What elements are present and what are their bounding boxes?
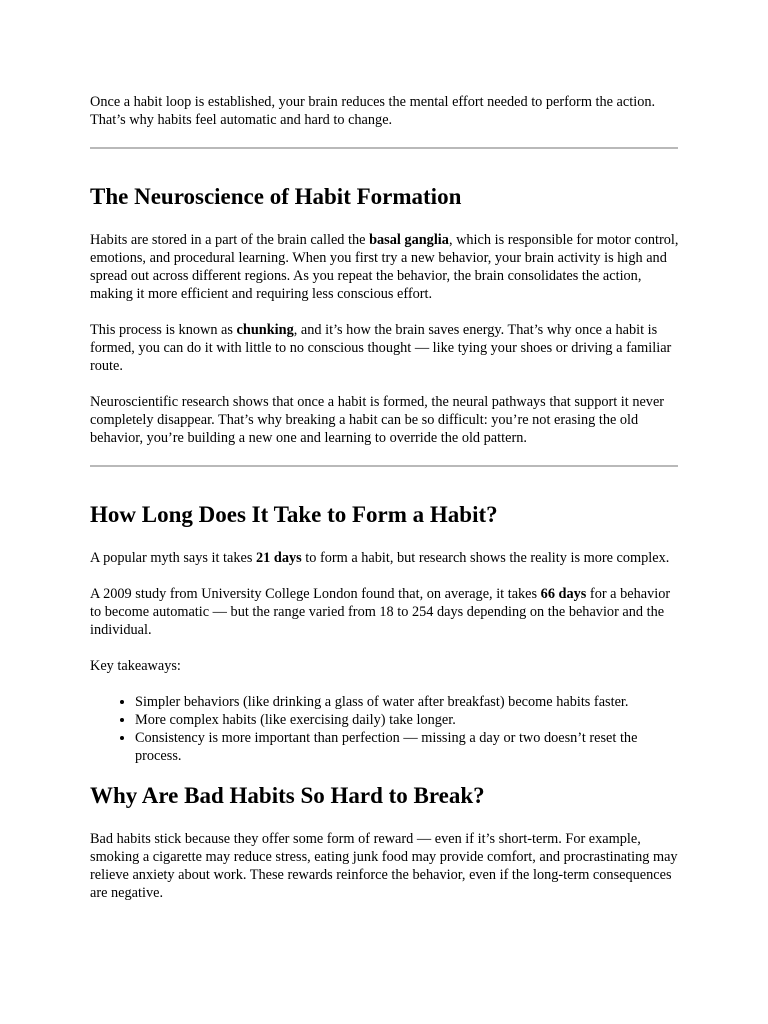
heading-how-long: How Long Does It Take to Form a Habit?: [90, 502, 498, 527]
term-21-days: 21 days: [256, 550, 302, 566]
takeaways-list: [90, 693, 680, 765]
neuro-p2-text-b: , and it’s how the brain saves energy. That’s why once a habit is formed, you can do it with little to no conscious thought — like tying your shoes or driving a familiar route.: [90, 322, 672, 374]
neuro-paragraph-1: [90, 231, 680, 303]
neuro-paragraph-2: [90, 321, 680, 375]
term-66-days: 66 days: [540, 586, 587, 602]
neuro-p1-text-a: Habits are stored in a part of the brain called the: [90, 232, 370, 248]
howlong-paragraph-2: [90, 585, 680, 639]
term-basal-ganglia: basal ganglia: [369, 232, 449, 248]
howlong-p1-text-b: to form a habit, but research shows the reality is more complex.: [301, 550, 670, 566]
list-item: • More complex habits (like exercising daily) take longer.: [135, 711, 680, 729]
heading-bad-habits: Why Are Bad Habits So Hard to Break?: [90, 783, 485, 808]
neuro-paragraph-3: Neuroscientific research shows that once a habit is formed, the neural pathways that support it never completely disappear. That’s why breaking a habit can be so difficult: you’re not erasing the old behavior, you’re building a new one and learning to override the old pattern.: [90, 394, 665, 446]
list-item: • Simpler behaviors (like drinking a glass of water after breakfast) become habits faster.: [135, 693, 680, 711]
section-divider: [90, 465, 678, 467]
document-page: [90, 93, 680, 902]
term-chunking: chunking: [236, 322, 294, 338]
bad-habits-paragraph: Bad habits stick because they offer some form of reward — even if it’s short-term. For example, smoking a cigarette may reduce stress, eating junk food may provide comfort, and procrastinating may relieve anxiety about work. These rewards reinforce the behavior, even if the long-term consequences are negative.: [90, 831, 678, 901]
section-divider: [90, 147, 678, 149]
neuro-p2-text-a: This process is known as: [90, 322, 237, 338]
neuro-p1-text-b: , which is responsible for motor control, emotions, and procedural learning. When you first try a new behavior, your brain activity is high and spread out across different regions. As you repeat the behavior, the brain consolidates the action, making it more efficient and requiring less conscious effort.: [90, 232, 679, 302]
howlong-p1-text-a: A popular myth says it takes: [90, 550, 256, 566]
intro-paragraph: Once a habit loop is established, your brain reduces the mental effort needed to perform the action. That’s why habits feel automatic and hard to change.: [90, 94, 656, 128]
list-item: • Consistency is more important than perfection — missing a day or two doesn’t reset the process.: [135, 729, 680, 765]
howlong-paragraph-1: [90, 549, 680, 567]
howlong-p2-text-b: for a behavior to become automatic — but the range varied from 18 to 254 days depending on the behavior and the individual.: [90, 586, 671, 638]
heading-neuroscience: The Neuroscience of Habit Formation: [90, 184, 462, 209]
takeaways-label: Key takeaways:: [90, 658, 181, 674]
howlong-p2-text-a: A 2009 study from University College London found that, on average, it takes: [90, 586, 541, 602]
